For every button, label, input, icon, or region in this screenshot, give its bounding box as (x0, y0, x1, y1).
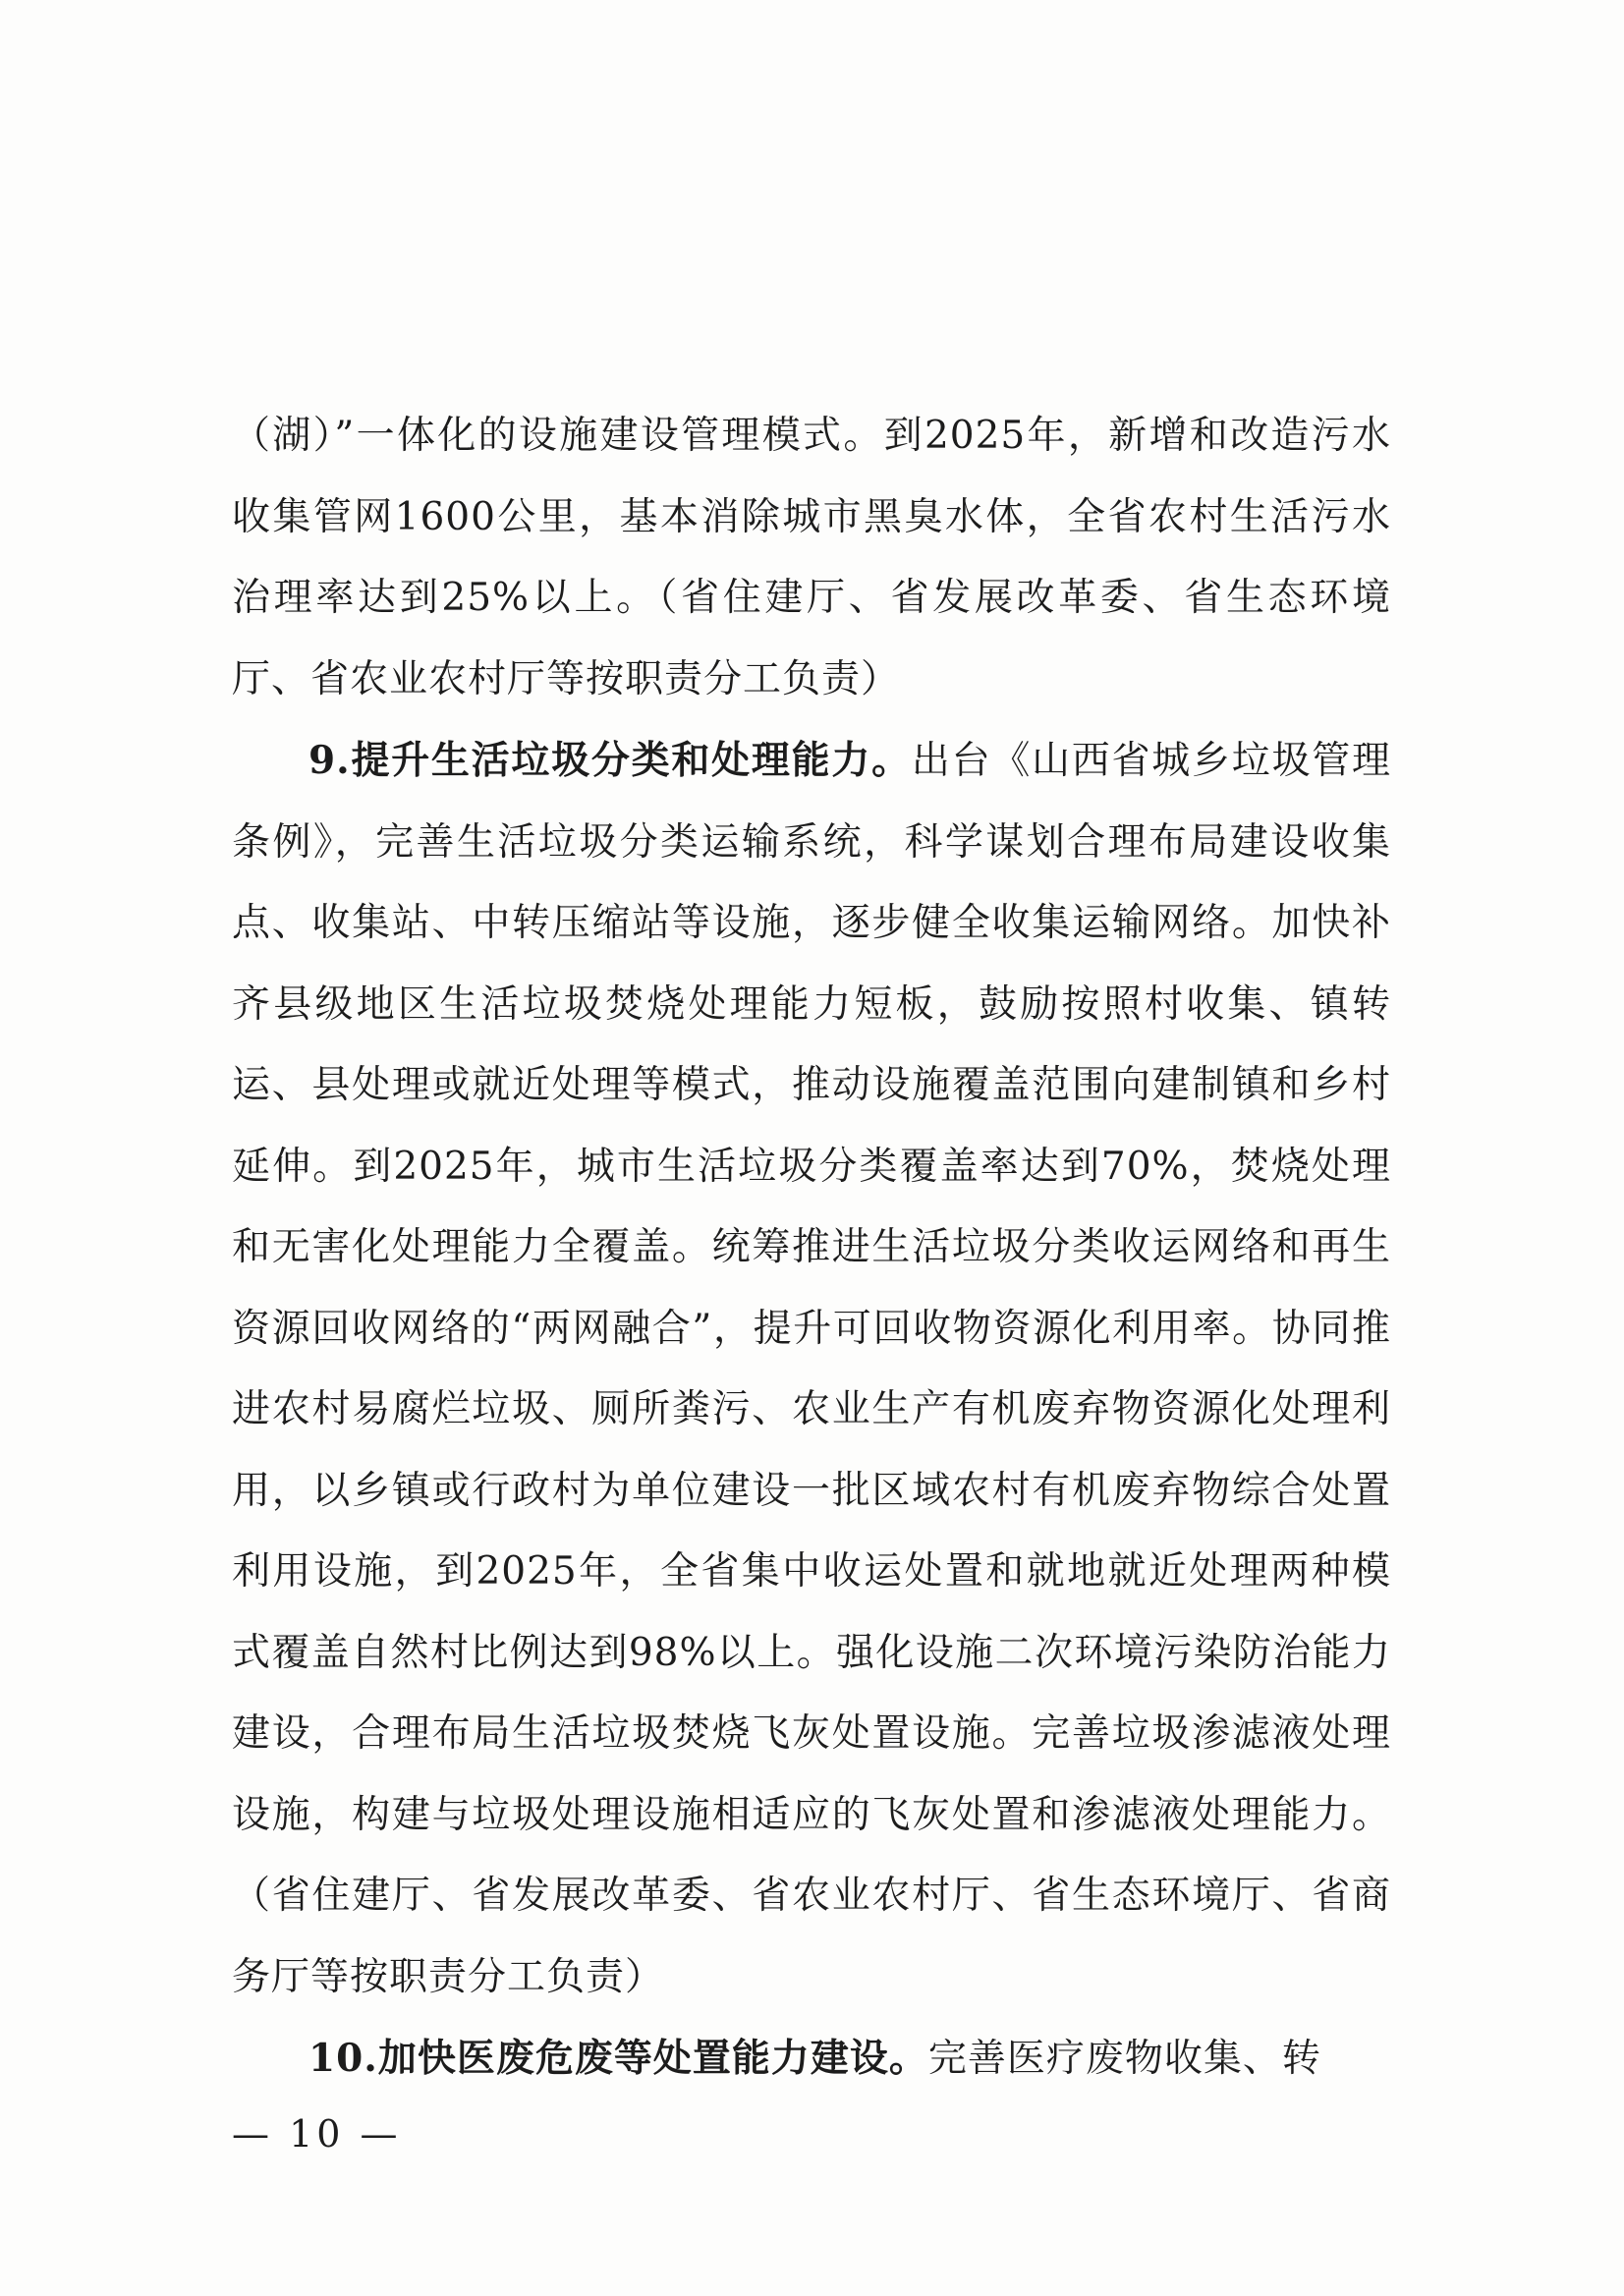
paragraph-text: 出台《山西省城乡垃圾管理条例》，完善生活垃圾分类运输系统，科学谋划合理布局建设收集点、收集站、中转压缩站等设施，逐步健全收集运输网络。加快补齐县级地区生活垃圾焚烧处理能力短板，鼓励按照村收集、镇转运、县处理或就近处理等模式，推动设施覆盖范围向建制镇和乡村延伸。到2025年，城市生活垃圾分类覆盖率达到70%，焚烧处理和无害化处理能力全覆盖。统筹推进生活垃圾分类收运网络和再生资源回收网络的“两网融合”，提升可回收物资源化利用率。协同推进农村易腐烂垃圾、厕所粪污、农业生产有机废弃物资源化处理利用，以乡镇或行政村为单位建设一批区域农村有机废弃物综合处置利用设施，到2025年，全省集中收运处置和就地就近处理两种模式覆盖自然村比例达到98%以上。强化设施二次环境污染防治能力建设，合理布局生活垃圾焚烧飞灰处置设施。完善垃圾渗滤液处理设施，构建与垃圾处理设施相适应的飞灰处置和渗滤液处理能力。（省住建厅、省发展改革委、省农业农村厅、省生态环境厅、省商务厅等按职责分工负责） (232, 739, 1391, 1999)
paragraph-heading: 9.提升生活垃圾分类和处理能力。 (308, 738, 912, 783)
paragraph-continuation (232, 395, 1391, 720)
page-number: — 10 — (232, 2112, 402, 2156)
paragraph-item-9 (232, 720, 1391, 2018)
paragraph-item-10 (232, 2018, 1391, 2100)
paragraph-text: 完善医疗废物收集、转 (927, 2037, 1321, 2081)
document-body (232, 395, 1391, 2100)
paragraph-text: （湖）”一体化的设施建设管理模式。到2025年，新增和改造污水收集管网1600公里，基本消除城市黑臭水体，全省农村生活污水治理率达到25%以上。（省住建厅、省发展改革委、省生态环境厅、省农业农村厅等按职责分工负责） (232, 414, 1391, 701)
paragraph-heading: 10.加快医废危废等处置能力建设。 (308, 2036, 928, 2081)
